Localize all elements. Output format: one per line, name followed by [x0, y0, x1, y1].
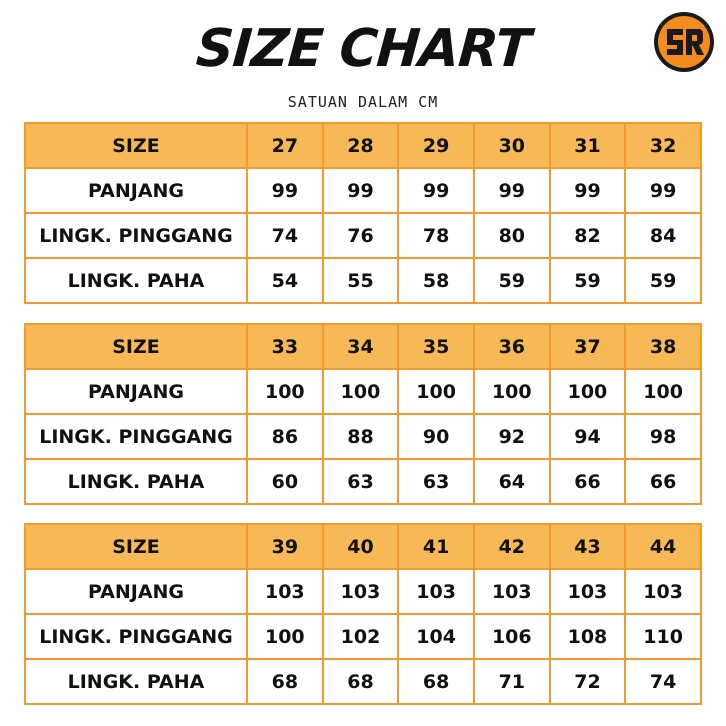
- cell: 104: [398, 614, 474, 659]
- row-label: LINGK. PAHA: [25, 459, 247, 504]
- cell: 35: [398, 324, 474, 369]
- cell: 60: [247, 459, 323, 504]
- row-label: SIZE: [25, 524, 247, 569]
- cell: 86: [247, 414, 323, 459]
- cell: 100: [625, 369, 701, 414]
- cell: 99: [247, 168, 323, 213]
- table-row-size: [25, 524, 701, 569]
- cell: 71: [474, 659, 550, 704]
- page-title: SIZE CHART: [194, 19, 532, 79]
- cell: 43: [550, 524, 626, 569]
- cell: 84: [625, 213, 701, 258]
- cell: 99: [323, 168, 399, 213]
- row-label: SIZE: [25, 324, 247, 369]
- table-row-panjang: [25, 569, 701, 614]
- cell: 110: [625, 614, 701, 659]
- unit-subtitle: SATUAN DALAM CM: [287, 93, 439, 111]
- cell: 44: [625, 524, 701, 569]
- table-row-panjang: [25, 369, 701, 414]
- cell: 63: [323, 459, 399, 504]
- cell: 78: [398, 213, 474, 258]
- cell: 68: [398, 659, 474, 704]
- cell: 99: [550, 168, 626, 213]
- cell: 72: [550, 659, 626, 704]
- cell: 90: [398, 414, 474, 459]
- row-label: LINGK. PINGGANG: [25, 414, 247, 459]
- cell: 76: [323, 213, 399, 258]
- table-row-pinggang: [25, 213, 701, 258]
- cell: 66: [625, 459, 701, 504]
- cell: 59: [474, 258, 550, 303]
- cell: 106: [474, 614, 550, 659]
- cell: 68: [247, 659, 323, 704]
- cell: 37: [550, 324, 626, 369]
- cell: 30: [474, 123, 550, 168]
- cell: 36: [474, 324, 550, 369]
- cell: 27: [247, 123, 323, 168]
- cell: 88: [323, 414, 399, 459]
- table-row-pinggang: [25, 614, 701, 659]
- row-label: LINGK. PAHA: [25, 258, 247, 303]
- cell: 29: [398, 123, 474, 168]
- cell: 100: [398, 369, 474, 414]
- cell: 28: [323, 123, 399, 168]
- row-label: LINGK. PAHA: [25, 659, 247, 704]
- cell: 55: [323, 258, 399, 303]
- cell: 82: [550, 213, 626, 258]
- cell: 99: [474, 168, 550, 213]
- cell: 59: [550, 258, 626, 303]
- brand-logo-icon: [653, 11, 715, 73]
- brand-logo: [653, 11, 715, 73]
- cell: 59: [625, 258, 701, 303]
- cell: 54: [247, 258, 323, 303]
- cell: 103: [474, 569, 550, 614]
- row-label: LINGK. PINGGANG: [25, 213, 247, 258]
- table-row-pinggang: [25, 414, 701, 459]
- cell: 103: [398, 569, 474, 614]
- size-table-2: [24, 323, 702, 505]
- cell: 58: [398, 258, 474, 303]
- cell: 74: [247, 213, 323, 258]
- cell: 63: [398, 459, 474, 504]
- row-label: PANJANG: [25, 369, 247, 414]
- cell: 68: [323, 659, 399, 704]
- cell: 33: [247, 324, 323, 369]
- cell: 102: [323, 614, 399, 659]
- cell: 31: [550, 123, 626, 168]
- cell: 99: [398, 168, 474, 213]
- cell: 94: [550, 414, 626, 459]
- cell: 108: [550, 614, 626, 659]
- cell: 74: [625, 659, 701, 704]
- table-row-panjang: [25, 168, 701, 213]
- cell: 100: [323, 369, 399, 414]
- cell: 100: [247, 369, 323, 414]
- cell: 38: [625, 324, 701, 369]
- row-label: SIZE: [25, 123, 247, 168]
- cell: 103: [550, 569, 626, 614]
- table-row-paha: [25, 258, 701, 303]
- cell: 39: [247, 524, 323, 569]
- table-row-size: [25, 324, 701, 369]
- cell: 100: [550, 369, 626, 414]
- cell: 92: [474, 414, 550, 459]
- cell: 42: [474, 524, 550, 569]
- cell: 103: [323, 569, 399, 614]
- cell: 100: [474, 369, 550, 414]
- cell: 64: [474, 459, 550, 504]
- row-label: PANJANG: [25, 168, 247, 213]
- cell: 41: [398, 524, 474, 569]
- cell: 32: [625, 123, 701, 168]
- table-row-paha: [25, 659, 701, 704]
- cell: 66: [550, 459, 626, 504]
- row-label: PANJANG: [25, 569, 247, 614]
- size-table-3: [24, 523, 702, 705]
- size-table-1: [24, 122, 702, 304]
- cell: 99: [625, 168, 701, 213]
- table-row-size: [25, 123, 701, 168]
- cell: 80: [474, 213, 550, 258]
- cell: 103: [625, 569, 701, 614]
- cell: 40: [323, 524, 399, 569]
- table-row-paha: [25, 459, 701, 504]
- cell: 103: [247, 569, 323, 614]
- cell: 98: [625, 414, 701, 459]
- cell: 100: [247, 614, 323, 659]
- row-label: LINGK. PINGGANG: [25, 614, 247, 659]
- cell: 34: [323, 324, 399, 369]
